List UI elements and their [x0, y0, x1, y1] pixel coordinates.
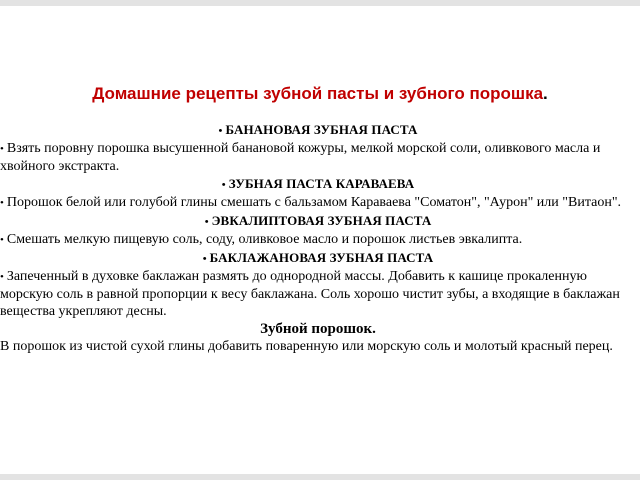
- recipe-text-eucalyptus: [0, 231, 636, 249]
- recipe-heading-text: ЗУБНАЯ ПАСТА КАРАВАЕВА: [228, 176, 415, 191]
- bullet-icon: •: [202, 253, 207, 265]
- top-border: [0, 0, 640, 6]
- powder-heading: Зубной порошок.: [260, 321, 376, 337]
- bullet-icon: •: [0, 234, 4, 246]
- recipes-content: [0, 121, 636, 355]
- recipe-text-eggplant: [0, 268, 636, 320]
- recipe-text-banana: [0, 140, 636, 175]
- recipe-heading-karavaev: [0, 175, 636, 194]
- recipe-text: Запеченный в духовке баклажан размять до однородной массы. Добавить к кашице прокаленную морскую соль в равной пропорции к весу баклажана. Соль хорошо чистит зубы, а входящие в баклажан вещества укрепляют десны.: [0, 269, 620, 319]
- bullet-icon: •: [0, 271, 4, 283]
- bottom-border: [0, 474, 640, 480]
- page-title: [0, 84, 640, 104]
- recipe-text-karavaev: [0, 194, 636, 212]
- page-title-dot: .: [543, 84, 548, 103]
- recipe-text: Порошок белой или голубой глины смешать с бальзамом Караваева "Соматон", "Аурон" или "Витаон".: [6, 195, 622, 210]
- page-title-text: Домашние рецепты зубной пасты и зубного порошка: [92, 84, 544, 103]
- powder-text: В порошок из чистой сухой глины добавить поваренную или морскую соль и молотый красный перец.: [0, 339, 613, 354]
- recipe-heading-eggplant: [0, 249, 636, 268]
- recipe-heading-eucalyptus: [0, 212, 636, 231]
- bullet-icon: •: [0, 143, 4, 155]
- recipe-heading-text: БАНАНОВАЯ ЗУБНАЯ ПАСТА: [225, 122, 418, 137]
- recipe-text: Смешать мелкую пищевую соль, соду, оливковое масло и порошок листьев эвкалипта.: [6, 232, 523, 247]
- recipe-heading-text: БАКЛАЖАНОВАЯ ЗУБНАЯ ПАСТА: [209, 250, 434, 265]
- recipe-heading-banana: [0, 121, 636, 140]
- bullet-icon: •: [204, 216, 209, 228]
- bullet-icon: •: [0, 197, 4, 209]
- recipe-heading-text: ЭВКАЛИПТОВАЯ ЗУБНАЯ ПАСТА: [211, 213, 432, 228]
- bullet-icon: •: [218, 125, 223, 137]
- recipe-text: Взять поровну порошка высушенной банановой кожуры, мелкой морской соли, оливкового масла и хвойного экстракта.: [0, 141, 601, 174]
- bullet-icon: •: [221, 179, 226, 191]
